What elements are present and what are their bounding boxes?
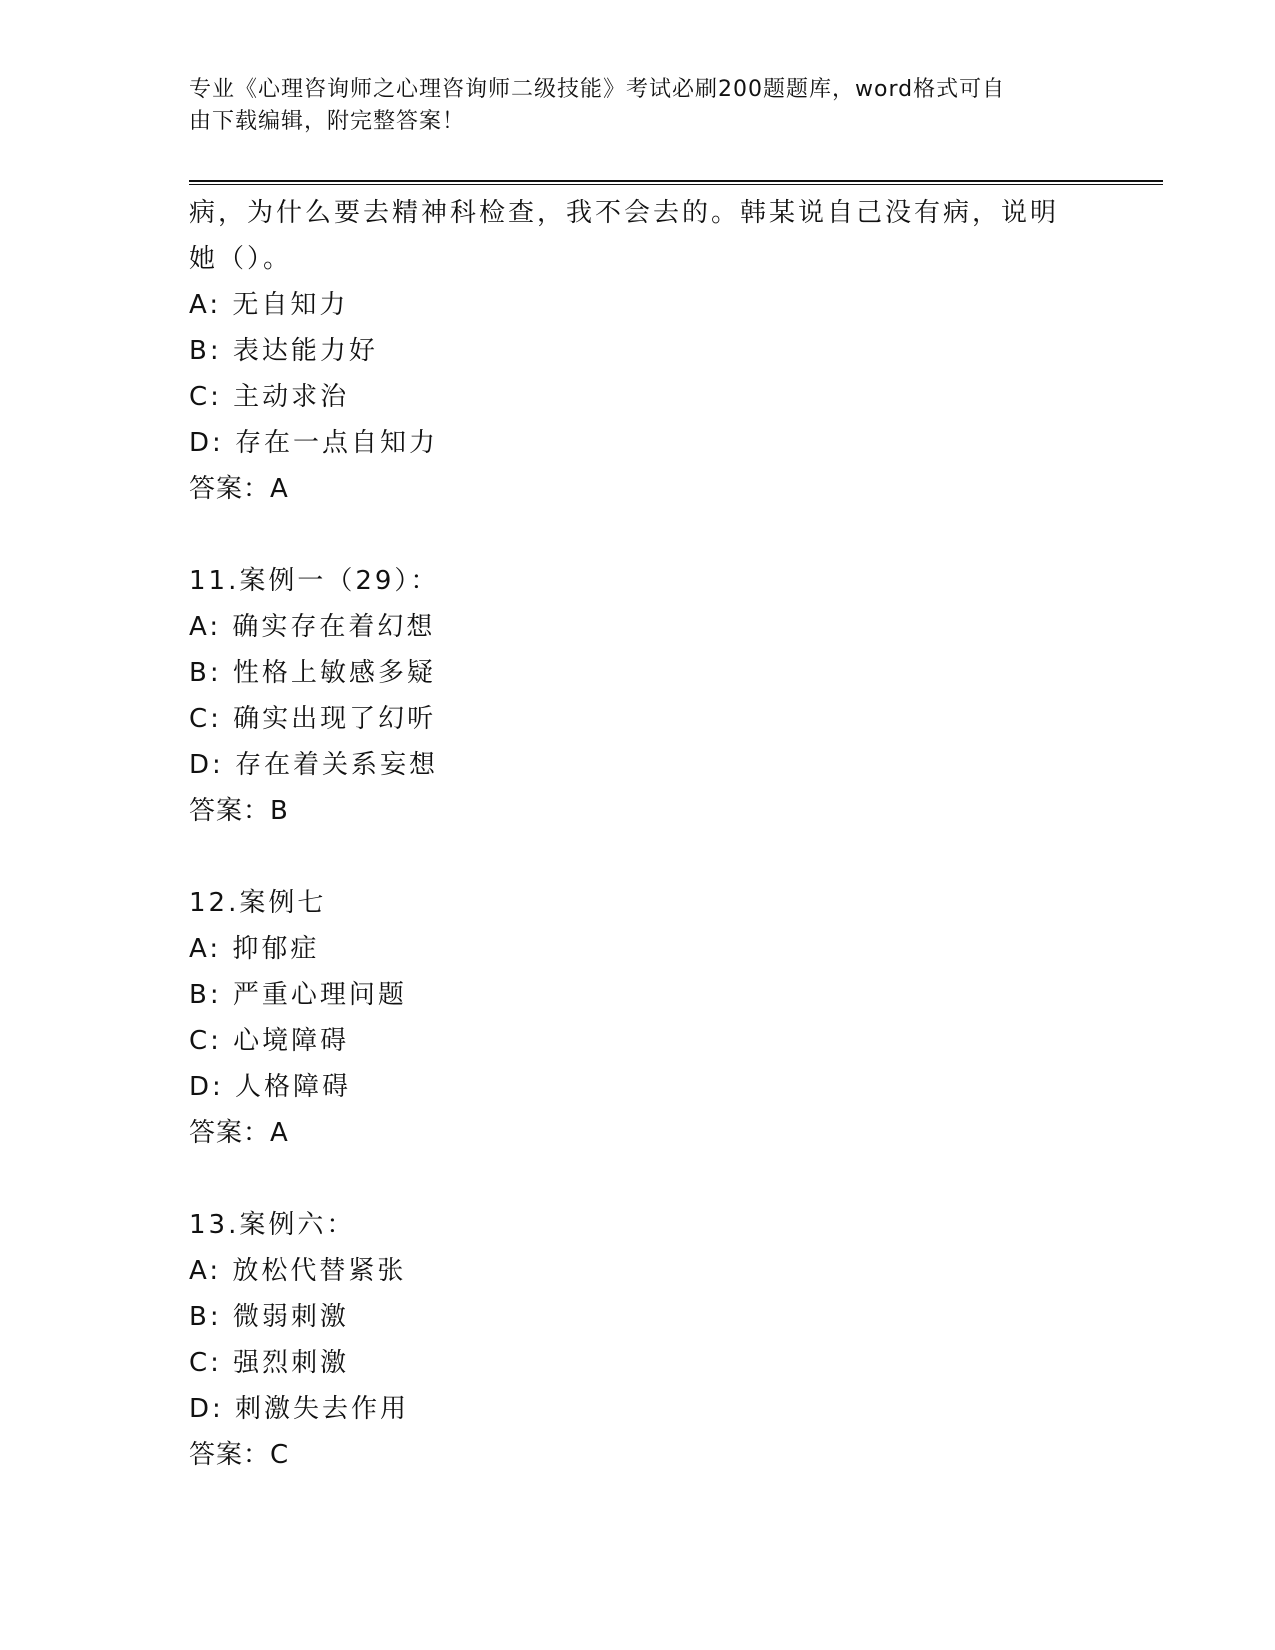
option-a: A: 确实存在着幻想 — [189, 612, 436, 642]
question-stem: 11.案例一（29）： — [189, 566, 440, 596]
option-a: A: 抑郁症 — [189, 934, 320, 964]
question-12 — [189, 880, 1109, 1156]
header-line-2: 由下载编辑，附完整答案！ — [189, 109, 466, 134]
question-stem-line: 她（）。 — [189, 244, 293, 274]
answer-line: 答案：C — [189, 1440, 290, 1470]
option-d: D: 存在一点自知力 — [189, 428, 439, 458]
option-b: B: 性格上敏感多疑 — [189, 658, 436, 688]
answer-line: 答案：A — [189, 474, 289, 504]
option-b: B: 表达能力好 — [189, 336, 378, 366]
option-b: B: 微弱刺激 — [189, 1302, 349, 1332]
option-b: B: 严重心理问题 — [189, 980, 407, 1010]
answer-line: 答案：A — [189, 1118, 289, 1148]
answer-line: 答案：B — [189, 796, 289, 826]
option-c: C: 主动求治 — [189, 382, 350, 412]
header-rule-thick — [189, 180, 1163, 182]
option-d: D: 刺激失去作用 — [189, 1394, 410, 1424]
spacer — [189, 512, 1109, 558]
question-13 — [189, 1202, 1109, 1478]
option-c: C: 强烈刺激 — [189, 1348, 350, 1378]
document-header — [189, 74, 1089, 138]
spacer — [189, 834, 1109, 880]
header-rule-thin — [189, 184, 1163, 185]
option-a: A: 放松代替紧张 — [189, 1256, 407, 1286]
question-11 — [189, 558, 1109, 834]
question-stem: 13.案例六： — [189, 1210, 356, 1240]
option-a: A: 无自知力 — [189, 290, 349, 320]
option-d: D: 存在着关系妄想 — [189, 750, 439, 780]
option-c: C: 心境障碍 — [189, 1026, 350, 1056]
question-stem: 12.案例七 — [189, 888, 327, 918]
document-body — [189, 190, 1109, 1478]
spacer — [189, 1156, 1109, 1202]
question-stem-line: 病，为什么要去精神科检查，我不会去的。韩某说自己没有病，说明 — [189, 198, 1060, 228]
option-d: D: 人格障碍 — [189, 1072, 352, 1102]
header-line-1: 专业《心理咨询师之心理咨询师二级技能》考试必刷200题题库，word格式可自 — [189, 77, 1006, 102]
option-c: C: 确实出现了幻听 — [189, 704, 437, 734]
question-10 — [189, 190, 1109, 512]
